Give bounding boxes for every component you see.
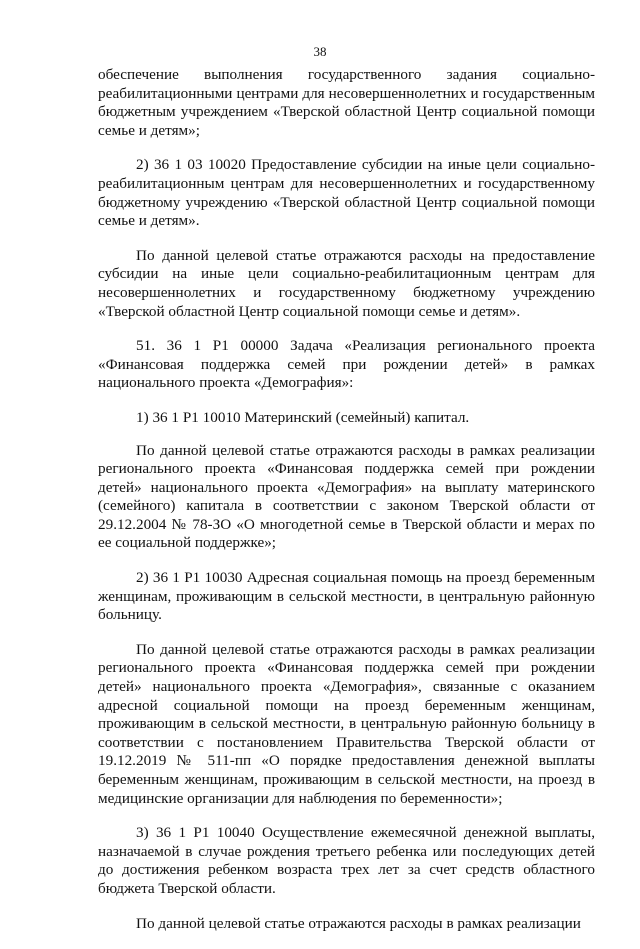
paragraph-6: По данной целевой статье отражаются расходы в рамках реализации регионального проекта «Финансовая поддержка семей при рождении детей» национального проекта «Демография» на выплату материнского (семейного) капитала в соответствии с законом Тверской области от 29.12.2004 № 78-ЗО «О многодетной семье в Тверской области и мерах по ее социальной поддержке»;: [98, 441, 595, 552]
paragraph-8: По данной целевой статье отражаются расходы в рамках реализации регионального проекта «Финансовая поддержка семей при рождении детей» национального проекта «Демография», связанные с оказанием адресной социальной помощи на проезд беременным женщинам, проживающим в сельской местности, в центральную районную больницу в соответствии с постановлением Правительства Тверской области от 19.12.2019 № 511-пп «О порядке предоставления денежной выплаты беременным женщинам, проживающим в сельской местности, на проезд в медицинские организации для наблюдения по беременности»;: [98, 640, 595, 807]
paragraph-1: обеспечение выполнения государственного задания социально-реабилитационными центрами для несовершеннолетних и государственным бюджетным учреждением «Тверской областной Центр социальной помощи семье и детям»;: [98, 66, 595, 139]
page-number: 38: [313, 44, 327, 59]
paragraph-5: 1) 36 1 P1 10010 Материнский (семейный) капитал.: [136, 408, 470, 426]
paragraph-3: По данной целевой статье отражаются расходы на предоставление субсидии на иные цели социально-реабилитационным центрам для несовершеннолетних и государственному бюджетному учреждению «Тверской областной Центр социальной помощи семье и детям».: [98, 246, 595, 320]
paragraph-10: По данной целевой статье отражаются расходы в рамках реализации: [136, 914, 581, 932]
paragraph-7: 2) 36 1 P1 10030 Адресная социальная помощь на проезд беременным женщинам, проживающим в сельской местности, в центральную районную больницу.: [98, 569, 595, 624]
paragraph-9: 3) 36 1 P1 10040 Осуществление ежемесячной денежной выплаты, назначаемой в случае рождения третьего ребенка или последующих детей до достижения ребенком возраста трех лет за счет средств областного бюджета Тверской области.: [98, 824, 595, 897]
paragraph-4: 51. 36 1 P1 00000 Задача «Реализация регионального проекта «Финансовая поддержка семей при рождении детей» в рамках национального проекта «Демография»:: [98, 337, 595, 392]
document-body: [98, 66, 595, 949]
paragraph-2: 2) 36 1 03 10020 Предоставление субсидии на иные цели социально-реабилитационным центрам для несовершеннолетних и государственному бюджетному учреждению «Тверской областной Центр социальной помощи семье и детям».: [98, 156, 595, 230]
